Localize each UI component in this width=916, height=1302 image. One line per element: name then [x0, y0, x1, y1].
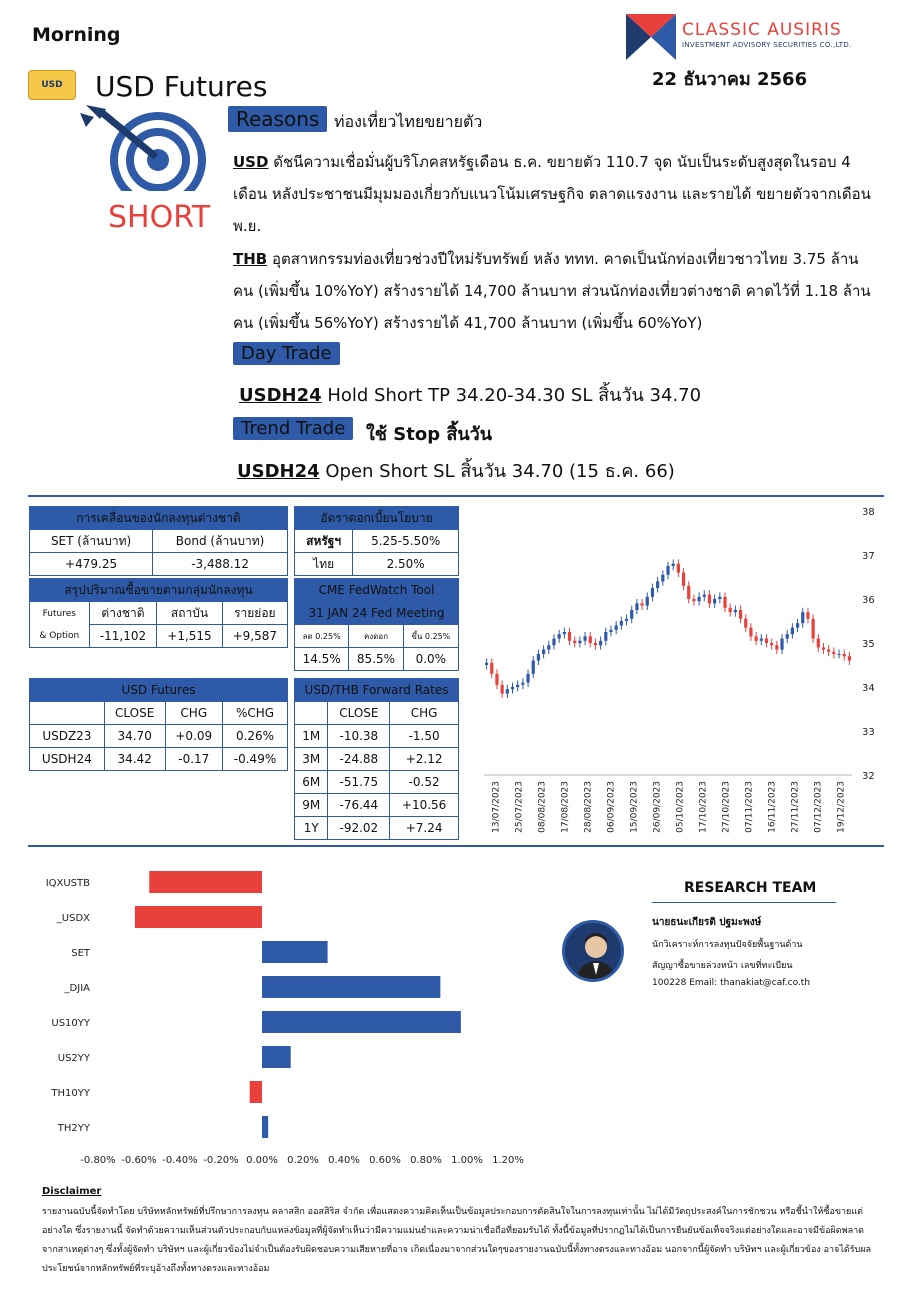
table-row: [30, 725, 288, 748]
x-tick-label: 1.00%: [451, 1155, 483, 1166]
x-tick-label: 16/11/2023: [767, 781, 778, 833]
y-tick-label: 38: [862, 507, 875, 518]
x-tick-label: -0.20%: [203, 1155, 239, 1166]
candle-body: [583, 636, 586, 640]
section-divider: [28, 845, 884, 847]
candle-body: [651, 588, 654, 597]
candle-body: [547, 645, 550, 649]
analyst-name: นายธนะเกียรติ ปฐมะพงษ์: [652, 917, 762, 928]
trend-trade-text: Open Short SL สิ้นวัน 34.70 (15 ธ.ค. 66): [319, 461, 675, 482]
x-tick-label: 07/11/2023: [744, 781, 755, 833]
usd-futures-header: [30, 702, 105, 725]
candle-body: [806, 612, 809, 619]
close-value: -76.44: [328, 794, 390, 817]
chg-value: -0.52: [390, 771, 459, 794]
candle-body: [563, 632, 566, 634]
investor-group-value: +9,587: [222, 625, 287, 648]
usd-reason: [233, 146, 873, 242]
row-label-1: Futures: [42, 608, 76, 619]
x-tick-label: 1.20%: [492, 1155, 524, 1166]
candle-body: [578, 641, 581, 643]
x-tick-label: 13/07/2023: [491, 781, 502, 833]
candle-body: [837, 654, 840, 655]
candle-body: [832, 652, 835, 654]
candle-body: [749, 628, 752, 637]
table-row: [295, 794, 459, 817]
forward-header: CLOSE: [328, 702, 390, 725]
usd-futures-price-chart: [480, 505, 885, 845]
fedwatch-value: 85.5%: [349, 648, 403, 671]
chg-value: +0.09: [165, 725, 222, 748]
trend-trade-pill: Trend Trade: [233, 417, 353, 440]
close-value: -24.88: [328, 748, 390, 771]
bar: [262, 1011, 461, 1033]
candle-body: [656, 581, 659, 588]
bar-category-label: _USDX: [56, 913, 90, 924]
candle-body: [604, 632, 607, 641]
thb-reason-text: อุตสาหกรรมท่องเที่ยวช่วงปีใหม่รับทรัพย์ หลัง ททท. คาดเป็นนักท่องเที่ยวชาวไทย 3.75 ล้านคน (เพิ่มขึ้น 10%YoY) สร้างรายได้ 14,700 ล้านบาท ส่วนนักท่องเที่ยวต่างชาติ คาดไว้ที่ 1.18 ล้านคน (เพิ่มขึ้น 56%YoY) สร้างรายได้ 41,700 ล้านบาท (เพิ่มขึ้น 60%YoY): [233, 250, 871, 332]
tenor: 1M: [295, 725, 328, 748]
candle-body: [646, 597, 649, 606]
bar: [250, 1081, 262, 1103]
candle-body: [723, 597, 726, 608]
candle-body: [692, 599, 695, 601]
x-tick-label: -0.60%: [121, 1155, 157, 1166]
candle-body: [511, 687, 514, 689]
candle-body: [666, 566, 669, 575]
fedwatch-meeting: 31 JAN 24 Fed Meeting: [295, 602, 459, 625]
y-tick-label: 33: [862, 727, 875, 738]
trend-trade-sub: ใช้ Stop สิ้นวัน: [366, 424, 493, 445]
candle-body: [661, 575, 664, 582]
section-divider: [28, 495, 884, 497]
forward-header: [295, 702, 328, 725]
row-label-2: & Option: [39, 630, 80, 641]
contract-name: USDH24: [30, 748, 105, 771]
candle-body: [786, 634, 789, 638]
reasons-headline: ท่องเที่ยวไทยขยายตัว: [334, 112, 483, 131]
candle-body: [827, 650, 830, 652]
candle-body: [615, 625, 618, 629]
table-row: [295, 817, 459, 840]
usd-futures-badge-icon: USD: [28, 70, 76, 100]
brand-name: CLASSIC AUSIRIS: [682, 20, 842, 40]
candle-body: [521, 683, 524, 685]
candle-body: [817, 639, 820, 648]
table-row: [30, 748, 288, 771]
forward-rates-table: [294, 678, 459, 840]
investor-group-value: +1,515: [157, 625, 222, 648]
candle-body: [682, 573, 685, 586]
policy-rate-label: ไทย: [295, 553, 353, 576]
x-tick-label: 28/08/2023: [583, 781, 594, 833]
candle-body: [490, 663, 493, 674]
candle-body: [843, 654, 846, 656]
analyst-license: สัญญาซื้อขายล่วงหน้า เลขที่ทะเบียน: [652, 961, 793, 971]
table-row: [295, 771, 459, 794]
analyst-role: นักวิเคราะห์การลงทุนปัจจัยพื้นฐานด้าน: [652, 940, 803, 950]
candle-body: [640, 603, 643, 605]
chg-value: -0.17: [165, 748, 222, 771]
foreign-flow-val2: -3,488.12: [153, 553, 288, 576]
policy-rate-title: อัตราดอกเบี้ยนโยบาย: [295, 507, 459, 530]
foreign-flow-col1: SET (ล้านบาท): [30, 530, 153, 553]
x-tick-label: 08/08/2023: [537, 781, 548, 833]
analyst-contact: 100228 Email: thanakiat@caf.co.th: [652, 978, 811, 988]
contract-name: USDZ23: [30, 725, 105, 748]
bar: [135, 906, 262, 928]
usd-futures-table: [29, 678, 288, 771]
reasons-pill: Reasons: [228, 106, 327, 132]
y-tick-label: 32: [862, 771, 875, 782]
investor-groups-row-label: [30, 602, 90, 648]
x-tick-label: 17/10/2023: [698, 781, 709, 833]
bar-category-label: SET: [71, 948, 90, 959]
x-tick-label: 25/07/2023: [514, 781, 525, 833]
x-tick-label: 26/09/2023: [652, 781, 663, 833]
candle-body: [501, 685, 504, 694]
trend-trade-symbol: USDH24: [237, 461, 320, 482]
forward-rates-title: USD/THB Forward Rates: [295, 679, 459, 702]
session-label: Morning: [32, 24, 121, 46]
bar-category-label: US10YY: [51, 1018, 90, 1029]
thb-reason: [233, 243, 873, 339]
candle-body: [760, 639, 763, 641]
chg-value: +7.24: [390, 817, 459, 840]
usd-futures-header: %CHG: [223, 702, 288, 725]
x-tick-label: 27/10/2023: [721, 781, 732, 833]
brand-subtitle: INVESTMENT ADVISORY SECURITIES CO.,LTD.: [682, 41, 852, 49]
candle-body: [755, 636, 758, 640]
bar-category-label: US2YY: [57, 1053, 90, 1064]
chg-value: -1.50: [390, 725, 459, 748]
usd-reason-label: USD: [233, 153, 269, 171]
y-tick-label: 34: [862, 683, 875, 694]
usd-futures-header: CHG: [165, 702, 222, 725]
candle-body: [620, 621, 623, 625]
candle-body: [532, 661, 535, 674]
day-trade-text: Hold Short TP 34.20-34.30 SL สิ้นวัน 34.70: [321, 385, 702, 406]
x-tick-label: 0.40%: [328, 1155, 360, 1166]
bar-category-label: IQXUSTB: [45, 878, 90, 889]
candle-body: [537, 654, 540, 661]
candle-body: [734, 610, 737, 612]
foreign-flow-table: [29, 506, 288, 576]
x-tick-label: 15/09/2023: [629, 781, 640, 833]
chg-value: +10.56: [390, 794, 459, 817]
bar-category-label: _DJIA: [64, 983, 90, 994]
x-tick-label: 0.60%: [369, 1155, 401, 1166]
x-tick-label: 06/09/2023: [606, 781, 617, 833]
candle-body: [796, 623, 799, 627]
candle-body: [589, 636, 592, 643]
candle-body: [744, 619, 747, 628]
close-value: -10.38: [328, 725, 390, 748]
page-title: USD Futures: [95, 70, 268, 103]
fedwatch-value: 0.0%: [403, 648, 458, 671]
candle-body: [848, 656, 851, 660]
fedwatch-table: [294, 578, 459, 671]
candle-body: [568, 632, 571, 641]
trend-trade-line: [237, 456, 675, 485]
x-tick-label: 0.00%: [246, 1155, 278, 1166]
candle-body: [630, 610, 633, 619]
x-tick-label: 05/10/2023: [675, 781, 686, 833]
bar: [262, 976, 440, 998]
usd-futures-header: CLOSE: [104, 702, 165, 725]
candle-body: [552, 639, 555, 646]
table-row: [295, 725, 459, 748]
research-team-underline: [652, 902, 836, 903]
close-value: 34.42: [104, 748, 165, 771]
candle-body: [516, 685, 519, 687]
candle-body: [822, 647, 825, 649]
market-change-bar-chart: [28, 860, 548, 1170]
fedwatch-title: CME FedWatch Tool: [295, 579, 459, 602]
thb-reason-label: THB: [233, 250, 268, 268]
investor-group-header: รายย่อย: [222, 602, 287, 625]
candle-body: [609, 630, 612, 632]
y-tick-label: 37: [862, 551, 875, 562]
investor-group-value: -11,102: [89, 625, 157, 648]
pct-chg-value: -0.49%: [223, 748, 288, 771]
policy-rate-value: 2.50%: [353, 553, 459, 576]
candle-body: [703, 595, 706, 597]
day-trade-pill: Day Trade: [233, 342, 340, 365]
candle-body: [739, 610, 742, 619]
candle-body: [729, 608, 732, 612]
x-tick-label: -0.40%: [162, 1155, 198, 1166]
bar: [262, 941, 328, 963]
close-value: -92.02: [328, 817, 390, 840]
avatar: [562, 920, 624, 982]
brand-logo-icon: [626, 14, 676, 60]
candle-body: [599, 641, 602, 645]
candle-body: [526, 674, 529, 683]
fedwatch-header: ขึ้น 0.25%: [403, 625, 458, 648]
candle-body: [672, 564, 675, 566]
tenor: 6M: [295, 771, 328, 794]
candle-body: [780, 639, 783, 650]
signal-label: SHORT: [108, 200, 211, 235]
policy-rate-value: 5.25-5.50%: [353, 530, 459, 553]
candle-body: [485, 663, 488, 665]
close-value: -51.75: [328, 771, 390, 794]
report-date: 22 ธันวาคม 2566: [652, 69, 808, 90]
policy-rate-table: [294, 506, 459, 576]
forward-header: CHG: [390, 702, 459, 725]
candle-body: [573, 641, 576, 643]
x-tick-label: -0.80%: [80, 1155, 116, 1166]
fedwatch-value: 14.5%: [295, 648, 349, 671]
pct-chg-value: 0.26%: [223, 725, 288, 748]
candle-body: [677, 564, 680, 573]
fedwatch-header: ลด 0.25%: [295, 625, 349, 648]
bar: [262, 1116, 268, 1138]
candle-body: [687, 586, 690, 599]
x-tick-label: 27/11/2023: [790, 781, 801, 833]
investor-groups-title: สรุปปริมาณซื้อขายตามกลุ่มนักลงทุน: [30, 579, 288, 602]
x-tick-label: 0.80%: [410, 1155, 442, 1166]
x-tick-label: 19/12/2023: [836, 781, 847, 833]
x-tick-label: 07/12/2023: [813, 781, 824, 833]
foreign-flow-val1: +479.25: [30, 553, 153, 576]
close-value: 34.70: [104, 725, 165, 748]
bar: [262, 1046, 291, 1068]
candle-body: [708, 595, 711, 604]
foreign-flow-col2: Bond (ล้านบาท): [153, 530, 288, 553]
x-tick-label: 0.20%: [287, 1155, 319, 1166]
y-tick-label: 35: [862, 639, 875, 650]
candle-body: [765, 639, 768, 643]
tenor: 1Y: [295, 817, 328, 840]
candle-body: [635, 603, 638, 610]
bar: [149, 871, 262, 893]
disclaimer-title: Disclaimer: [42, 1186, 102, 1197]
candle-body: [718, 597, 721, 599]
candle-body: [775, 645, 778, 649]
bar-category-label: TH2YY: [57, 1123, 90, 1134]
policy-rate-label: สหรัฐฯ: [295, 530, 353, 553]
candle-body: [625, 619, 628, 621]
candle-body: [770, 643, 773, 645]
y-tick-label: 36: [862, 595, 875, 606]
candle-body: [495, 674, 498, 685]
day-trade-line: [239, 380, 701, 409]
candle-body: [506, 689, 509, 693]
candle-body: [594, 643, 597, 645]
candle-body: [558, 634, 561, 638]
table-row: [295, 748, 459, 771]
candle-body: [542, 650, 545, 654]
investor-group-header: สถาบัน: [157, 602, 222, 625]
fedwatch-header: คงดอก: [349, 625, 403, 648]
candle-body: [791, 628, 794, 635]
target-dart-icon: [80, 105, 210, 205]
foreign-flow-title: การเคลื่อนของนักลงทุนต่างชาติ: [30, 507, 288, 530]
chg-value: +2.12: [390, 748, 459, 771]
candle-body: [801, 612, 804, 623]
usd-futures-title: USD Futures: [30, 679, 288, 702]
tenor: 9M: [295, 794, 328, 817]
x-tick-label: 17/08/2023: [560, 781, 571, 833]
day-trade-symbol: USDH24: [239, 385, 322, 406]
candle-body: [713, 599, 716, 603]
research-team-title: RESEARCH TEAM: [684, 880, 817, 896]
bar-category-label: TH10YY: [51, 1088, 90, 1099]
investor-group-header: ต่างชาติ: [89, 602, 157, 625]
disclaimer-text: รายงานฉบับนี้จัดทำโดย บริษัทหลักทรัพย์ที่ปรึกษาการลงทุน คลาสสิก ออสสิริส จำกัด เพื่อแสดงความคิดเห็นเป็นข้อมูลประกอบการตัดสินใจในการลงทุนเท่านั้น ไม่ได้มีวัตถุประสงค์ในการชักชวน หรือชี้นำให้ซื้อขายแต่อย่างใด ซึ่งรายงานนี้ จัดทำด้วยความเห็นส่วนตัวประกอบกับแหล่งข้อมูลที่ผู้จัดทำเห็นว่ามีความแม่นยำและความน่าเชื่อถือที่ยอมรับได้ ทั้งนี้ข้อมูลที่ปรากฏไม่ได้เป็นการยืนยันข้อเท็จจริงแต่อย่างใดและอาจมีข้อผิดพลาดจากสาเหตุต่างๆ ซึ่งทั้งผู้จัดทำ บริษัทฯ และผู้เกี่ยวข้องไม่จำเป็นต้องรับผิดชอบความเสียหายที่อาจ เกิดเนื่องมาจากส่วนใดๆของรายงานฉบับนี้ทั้งทางตรงและทางอ้อม นอกจากนี้ผู้จัดทำ บริษัทฯ และผู้เกี่ยวข้อง อาจได้รับผลประโยชน์จากหลักทรัพย์ที่ระบุอ้างถึงทั้งทางตรงและทางอ้อม: [42, 1207, 872, 1274]
usd-reason-text: ดัชนีความเชื่อมั่นผู้บริโภคสหรัฐเดือน ธ.ค. ขยายตัว 110.7 จุด นับเป็นระดับสูงสุดในรอบ 4 เดือน หลังประชาชนมีมุมมองเกี่ยวกับแนวโน้มเศรษฐกิจ ตลาดแรงงาน และรายได้ ขยายตัวจากเดือน พ.ย.: [233, 153, 871, 235]
tenor: 3M: [295, 748, 328, 771]
candle-body: [812, 619, 815, 639]
candle-body: [697, 597, 700, 601]
analyst-photo-icon: [565, 923, 624, 982]
investor-groups-table: [29, 578, 288, 648]
